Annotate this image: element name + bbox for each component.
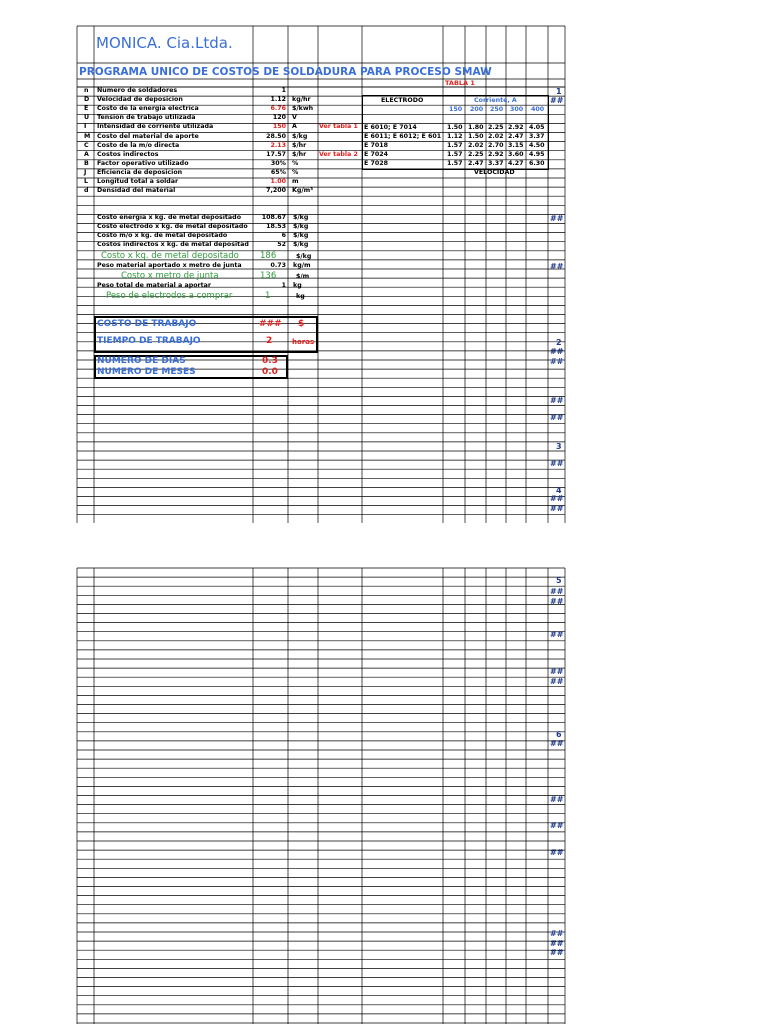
param-label: Densidad del material (97, 187, 176, 195)
param-symbol: D (84, 96, 90, 104)
overflow-marker: ## (550, 504, 564, 513)
electrode-rate: 1.50 (447, 124, 463, 131)
cost-unit: kg (296, 293, 305, 300)
current-header: Corriente, A (474, 97, 517, 104)
param-symbol: E (84, 105, 89, 113)
electrode-rate: 3.37 (529, 133, 545, 141)
param-value: 1.00 (270, 178, 286, 185)
overflow-marker: ## (550, 821, 564, 830)
electrode-table-border (362, 95, 549, 170)
electrode-rate: 2.02 (468, 142, 484, 150)
overflow-marker: ## (550, 929, 564, 938)
marker-4: 4 (556, 486, 562, 495)
param-value: 1.12 (270, 96, 286, 104)
overflow-marker: ## (550, 630, 564, 639)
overflow-marker: ## (550, 597, 564, 606)
cost-value: 1 (265, 291, 271, 301)
overflow-marker: ## (550, 262, 564, 271)
param-label: Intensidad de corriente utilizada (97, 123, 214, 131)
current-column-400: 400 (531, 106, 545, 113)
param-unit: $/hr (292, 141, 307, 149)
param-note: Ver tabla 2 (319, 150, 358, 158)
param-symbol: d (84, 187, 89, 195)
overflow-marker: ## (550, 848, 564, 857)
overflow-marker: ## (550, 413, 564, 422)
overflow-marker: ## (550, 795, 564, 804)
electrode-rate: 2.47 (468, 160, 484, 168)
param-label: Longitud total a soldar (97, 178, 179, 185)
cost-label: Costo energia x kg. de metal depositado (97, 214, 242, 221)
cost-label: Costo m/o x kg. de metal depositado (97, 232, 228, 239)
param-unit: $/kwh (292, 105, 314, 113)
param-value: 65% (270, 168, 286, 176)
company-name: MONICA. Cia.Ltda. (96, 34, 233, 52)
cost-value: 6 (281, 232, 286, 239)
electrode-rate: 6.30 (529, 160, 545, 168)
param-symbol: I (84, 123, 87, 131)
param-unit: m (292, 178, 299, 185)
electrode-rate: 2.25 (468, 151, 484, 159)
current-column-150: 150 (449, 106, 463, 113)
numero-dias-value: 0.3 (262, 356, 278, 366)
cost-value: 186 (260, 251, 277, 261)
overflow-marker: ## (550, 494, 564, 503)
electrode-name: E 7018 (364, 142, 389, 150)
param-symbol: U (84, 114, 90, 122)
cost-label: Costo x metro de junta (121, 271, 219, 281)
tiempo-trabajo-value: 2 (266, 336, 273, 346)
numero-meses-label: NUMERO DE MESES (97, 367, 196, 377)
param-unit: V (292, 114, 297, 122)
electrode-rate: 2.02 (488, 133, 504, 141)
overflow-marker: ## (550, 948, 564, 957)
electrode-rate: 2.47 (508, 133, 524, 141)
velocidad-label: VELOCIDAD (474, 169, 515, 176)
costo-trabajo-label: COSTO DE TRABAJO (97, 319, 197, 329)
param-unit: $/kg (292, 132, 308, 140)
costo-trabajo-unit: $ (298, 319, 305, 329)
overflow-marker: ## (550, 587, 564, 596)
tabla-1-label: TABLA 1 (445, 79, 475, 87)
electrode-rate: 1.80 (468, 124, 484, 131)
param-unit: % (292, 159, 299, 167)
cost-label: Costos indirectos x kg. de metal depositad (97, 241, 249, 248)
current-column-250: 250 (490, 106, 504, 113)
tiempo-trabajo-label: TIEMPO DE TRABAJO (97, 336, 201, 346)
param-unit: % (292, 168, 299, 176)
overflow-marker: ## (550, 96, 564, 105)
cost-unit: $/kg (293, 214, 309, 221)
marker-1: 1 (556, 87, 562, 96)
electrode-name: E 7028 (364, 160, 389, 168)
tiempo-trabajo-unit: horas (292, 338, 315, 346)
cost-label: Costo x kg. de metal depositado (101, 251, 239, 261)
cost-value: 52 (277, 241, 286, 248)
overflow-marker: ## (550, 214, 564, 223)
electrode-rate: 1.57 (447, 142, 463, 150)
electrode-rate: 1.57 (447, 151, 463, 159)
cost-unit: $/m (296, 273, 310, 280)
param-label: Costos indirectos (97, 150, 159, 158)
param-unit: kg/hr (292, 96, 311, 104)
param-symbol: A (84, 150, 89, 158)
param-value: 17.57 (266, 150, 286, 158)
cost-label: Peso total de material a aportar (97, 282, 212, 289)
param-symbol: M (84, 132, 91, 140)
param-label: Costo de la m/o directa (97, 141, 180, 149)
marker-5: 5 (556, 576, 562, 585)
cost-value: 0.73 (270, 262, 286, 269)
param-value: 1 (281, 87, 286, 94)
overflow-marker: ## (550, 667, 564, 676)
cost-label: Costo electrodo x kg. de metal depositado (97, 223, 248, 230)
param-label: Costo del material de aporte (97, 132, 199, 140)
param-label: Numero de soldadores (97, 87, 178, 94)
cost-unit: $/kg (296, 253, 312, 260)
electrode-rate: 2.92 (488, 151, 504, 159)
cost-value: 1 (281, 282, 286, 289)
electrode-name: E 7024 (364, 151, 389, 159)
overflow-marker: ## (550, 459, 564, 468)
electrode-rate: 2.25 (488, 124, 504, 131)
param-symbol: L (84, 178, 89, 185)
electrode-rate: 3.15 (508, 142, 524, 150)
marker-3: 3 (556, 442, 562, 451)
current-column-300: 300 (510, 106, 524, 113)
param-symbol: C (84, 141, 89, 149)
param-value: 2.13 (270, 141, 286, 149)
param-label: Tension de trabajo utilizada (97, 114, 196, 122)
cost-label: Peso material aportado x metro de junta (97, 262, 242, 269)
electrode-name: E 6011; E 6012; E 601 (364, 133, 442, 141)
param-unit: $/hr (292, 150, 307, 158)
cost-label: Peso de electrodos a comprar (106, 291, 233, 301)
cost-value: 108.67 (261, 214, 286, 221)
cost-unit: $/kg (293, 241, 309, 248)
electrode-rate: 3.37 (488, 160, 504, 168)
cost-unit: kg (293, 282, 302, 289)
param-value: 30% (270, 159, 286, 167)
param-value: 150 (272, 123, 286, 131)
param-unit: Kg/m³ (292, 187, 314, 195)
cost-value: 136 (260, 271, 277, 281)
electrode-rate: 4.95 (529, 151, 545, 159)
overflow-marker: ## (550, 939, 564, 948)
param-symbol: J (84, 168, 87, 176)
cost-unit: $/kg (293, 223, 309, 230)
param-value: 28.50 (266, 132, 286, 140)
numero-meses-value: 0.0 (262, 367, 278, 377)
electrode-rate: 1.57 (447, 160, 463, 168)
param-label: Factor operativo utilizado (97, 159, 189, 167)
param-label: Eficiencia de deposicion (97, 168, 183, 176)
electrode-rate: 4.50 (529, 142, 545, 150)
current-column-200: 200 (470, 106, 484, 113)
electrode-header: ELECTRODO (381, 97, 424, 104)
overflow-marker: ## (550, 739, 564, 748)
param-value: 120 (272, 114, 286, 122)
overflow-marker: ## (550, 396, 564, 405)
overflow-marker: ## (550, 347, 564, 356)
param-symbol: B (84, 159, 89, 167)
electrode-rate: 4.05 (529, 124, 545, 131)
electrode-rate: 3.60 (508, 151, 524, 159)
costo-trabajo-value: ### (259, 319, 282, 329)
electrode-rate: 2.70 (488, 142, 504, 150)
overflow-marker: ## (550, 357, 564, 366)
cost-value: 18.53 (266, 223, 286, 230)
param-value: 7,200 (266, 187, 286, 195)
param-unit: A (292, 123, 297, 131)
param-value: 6.76 (270, 105, 286, 113)
numero-dias-label: NUMERO DE DIAS (97, 356, 186, 366)
electrode-name: E 6010; E 7014 (364, 124, 417, 131)
overflow-marker: ## (550, 677, 564, 686)
param-symbol: n (84, 87, 89, 94)
marker-2: 2 (556, 338, 562, 347)
cost-unit: $/kg (293, 232, 309, 239)
cost-unit: kg/m (293, 262, 311, 269)
electrode-rate: 2.92 (508, 124, 524, 131)
electrode-rate: 1.50 (468, 133, 484, 141)
param-label: Velocidad de deposicion (97, 96, 183, 104)
param-label: Costo de la energia electrica (97, 105, 199, 113)
marker-6: 6 (556, 730, 562, 739)
electrode-rate: 1.12 (447, 133, 463, 141)
electrode-rate: 4.27 (508, 160, 524, 168)
param-note: Ver tabla 1 (319, 123, 358, 131)
program-title: PROGRAMA UNICO DE COSTOS DE SOLDADURA PARA PROCESO SMAW (79, 66, 492, 78)
